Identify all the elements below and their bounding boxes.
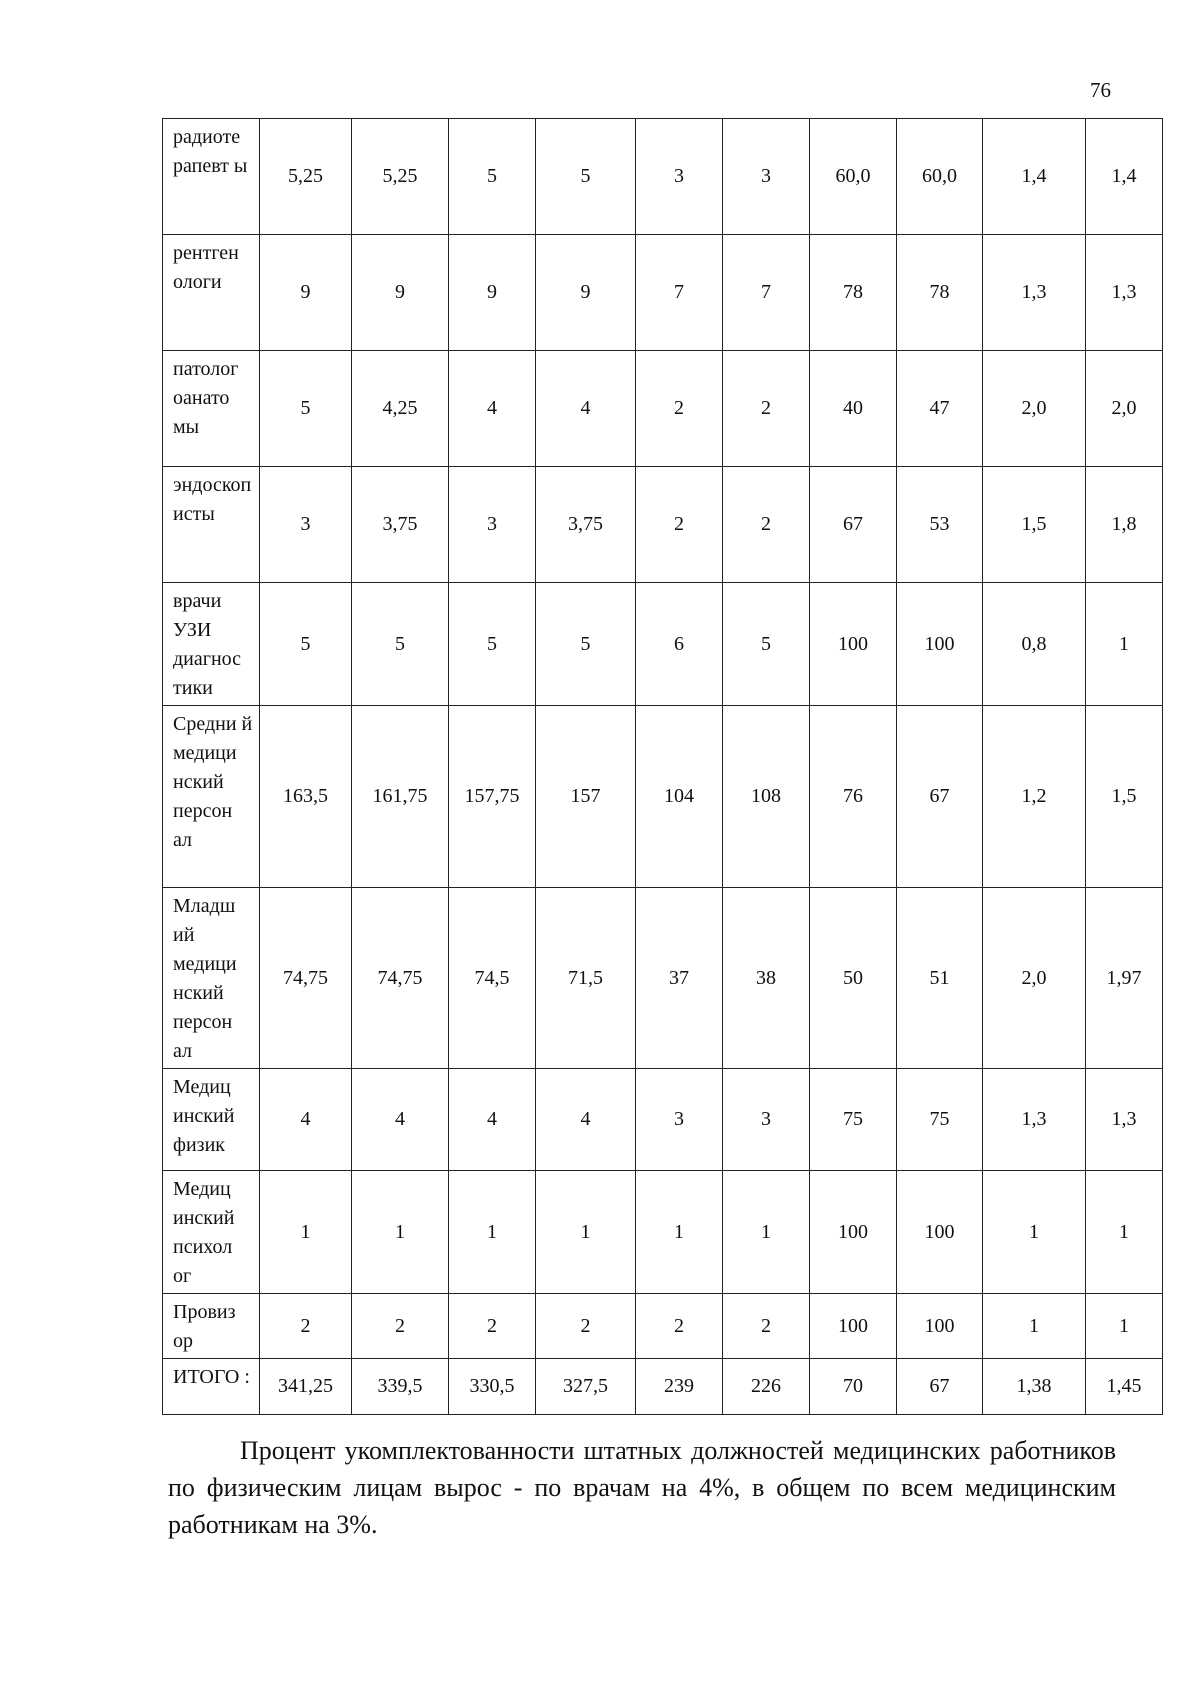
table-cell: 1,5 — [983, 467, 1086, 583]
table-cell: 1 — [1086, 583, 1163, 706]
table-cell: 5,25 — [260, 119, 352, 235]
table-cell: 1,4 — [983, 119, 1086, 235]
table-cell: 40 — [810, 351, 897, 467]
table-cell: 161,75 — [352, 706, 449, 888]
table-cell: 4 — [449, 1069, 536, 1171]
row-label: Медиц инский психол ог — [163, 1171, 260, 1294]
table-cell: 5 — [536, 119, 636, 235]
table-cell: 60,0 — [810, 119, 897, 235]
table-cell: 60,0 — [897, 119, 983, 235]
table-cell: 2,0 — [983, 888, 1086, 1069]
row-label: Младш ий медици нский персон ал — [163, 888, 260, 1069]
table-cell: 1,3 — [983, 235, 1086, 351]
table-cell: 3,75 — [536, 467, 636, 583]
table-cell: 2 — [636, 351, 723, 467]
table-cell: 2,0 — [1086, 351, 1163, 467]
table-cell: 1,8 — [1086, 467, 1163, 583]
table-cell: 2 — [260, 1294, 352, 1359]
table-cell: 4,25 — [352, 351, 449, 467]
table-cell: 2 — [536, 1294, 636, 1359]
table-cell: 9 — [260, 235, 352, 351]
table-cell: 239 — [636, 1359, 723, 1415]
table-cell: 100 — [897, 1171, 983, 1294]
table-cell: 37 — [636, 888, 723, 1069]
table-row — [163, 583, 1163, 706]
table-cell: 0,8 — [983, 583, 1086, 706]
table-cell: 1 — [1086, 1171, 1163, 1294]
table-cell: 76 — [810, 706, 897, 888]
table-cell: 7 — [723, 235, 810, 351]
table-cell: 1 — [536, 1171, 636, 1294]
table-cell: 70 — [810, 1359, 897, 1415]
table-cell: 74,5 — [449, 888, 536, 1069]
table-row — [163, 888, 1163, 1069]
summary-text: Процент укомплектованности штатных должностей медицинских работников по физическим лицам вырос - по врачам на 4%, в общем по всем медицинским работникам на 3%. — [168, 1436, 1116, 1539]
table-cell: 2 — [636, 467, 723, 583]
table-cell: 5 — [260, 351, 352, 467]
table-row — [163, 1069, 1163, 1171]
table-row — [163, 467, 1163, 583]
table-cell: 6 — [636, 583, 723, 706]
table-cell: 7 — [636, 235, 723, 351]
table-cell: 75 — [897, 1069, 983, 1171]
staffing-table — [162, 118, 1163, 1415]
table-cell: 2 — [636, 1294, 723, 1359]
table-cell: 9 — [352, 235, 449, 351]
summary-paragraph — [168, 1432, 1116, 1543]
table-cell: 2,0 — [983, 351, 1086, 467]
table-cell: 3 — [636, 119, 723, 235]
table-cell: 47 — [897, 351, 983, 467]
table-cell: 226 — [723, 1359, 810, 1415]
table-cell: 74,75 — [352, 888, 449, 1069]
table-cell: 67 — [810, 467, 897, 583]
table-cell: 327,5 — [536, 1359, 636, 1415]
row-label: врачи УЗИ диагнос тики — [163, 583, 260, 706]
table-cell: 5 — [449, 583, 536, 706]
table-cell: 4 — [449, 351, 536, 467]
table-cell: 3 — [723, 119, 810, 235]
row-label: рентген ологи — [163, 235, 260, 351]
table-cell: 5 — [536, 583, 636, 706]
table-cell: 9 — [536, 235, 636, 351]
row-label: эндоскописты — [163, 467, 260, 583]
row-label: Провиз ор — [163, 1294, 260, 1359]
table-cell: 5 — [449, 119, 536, 235]
table-cell: 5,25 — [352, 119, 449, 235]
table-cell: 1,2 — [983, 706, 1086, 888]
table-cell: 3 — [449, 467, 536, 583]
table-cell: 2 — [723, 351, 810, 467]
table-cell: 163,5 — [260, 706, 352, 888]
table-cell: 1,3 — [983, 1069, 1086, 1171]
table-cell: 1 — [723, 1171, 810, 1294]
table-cell: 104 — [636, 706, 723, 888]
table-cell: 1,5 — [1086, 706, 1163, 888]
table-cell: 5 — [260, 583, 352, 706]
table-cell: 330,5 — [449, 1359, 536, 1415]
table-cell: 1 — [636, 1171, 723, 1294]
table-cell: 74,75 — [260, 888, 352, 1069]
table-cell: 1 — [352, 1171, 449, 1294]
table-row — [163, 235, 1163, 351]
table-cell: 51 — [897, 888, 983, 1069]
row-label: радиоте рапевт ы — [163, 119, 260, 235]
table-cell: 100 — [897, 583, 983, 706]
row-label: ИТОГО : — [163, 1359, 260, 1415]
table-cell: 67 — [897, 706, 983, 888]
table-cell: 78 — [810, 235, 897, 351]
table-cell: 71,5 — [536, 888, 636, 1069]
table-cell: 5 — [352, 583, 449, 706]
table-cell: 1 — [260, 1171, 352, 1294]
table-row — [163, 351, 1163, 467]
table-cell: 4 — [536, 1069, 636, 1171]
table-cell: 3,75 — [352, 467, 449, 583]
table-cell: 1,4 — [1086, 119, 1163, 235]
table-cell: 3 — [260, 467, 352, 583]
table-cell: 1,3 — [1086, 1069, 1163, 1171]
table-cell: 3 — [636, 1069, 723, 1171]
table-cell: 2 — [449, 1294, 536, 1359]
table-cell: 1,45 — [1086, 1359, 1163, 1415]
table-cell: 157 — [536, 706, 636, 888]
table-cell: 157,75 — [449, 706, 536, 888]
row-label: Средни й медици нский персон ал — [163, 706, 260, 888]
row-label: Медиц инский физик — [163, 1069, 260, 1171]
table-cell: 100 — [810, 1294, 897, 1359]
table-cell: 4 — [260, 1069, 352, 1171]
table-cell: 9 — [449, 235, 536, 351]
table-cell: 38 — [723, 888, 810, 1069]
table-cell: 4 — [352, 1069, 449, 1171]
table-cell: 100 — [810, 1171, 897, 1294]
table-cell: 1 — [983, 1294, 1086, 1359]
table-cell: 100 — [897, 1294, 983, 1359]
page-number: 76 — [1090, 78, 1111, 102]
table-cell: 2 — [723, 467, 810, 583]
table-cell: 50 — [810, 888, 897, 1069]
table-cell: 1,97 — [1086, 888, 1163, 1069]
table-row — [163, 119, 1163, 235]
table-row — [163, 1294, 1163, 1359]
table-cell: 1,38 — [983, 1359, 1086, 1415]
table-cell: 339,5 — [352, 1359, 449, 1415]
table-cell: 53 — [897, 467, 983, 583]
table-cell: 78 — [897, 235, 983, 351]
table-cell: 1 — [983, 1171, 1086, 1294]
table-cell: 1 — [449, 1171, 536, 1294]
row-label: патолог оанато мы — [163, 351, 260, 467]
table-cell: 4 — [536, 351, 636, 467]
table-row — [163, 706, 1163, 888]
table-cell: 2 — [723, 1294, 810, 1359]
table-cell: 100 — [810, 583, 897, 706]
table-cell: 1,3 — [1086, 235, 1163, 351]
table-cell: 3 — [723, 1069, 810, 1171]
table-cell: 108 — [723, 706, 810, 888]
table-cell: 5 — [723, 583, 810, 706]
table-cell: 1 — [1086, 1294, 1163, 1359]
table-row — [163, 1359, 1163, 1415]
table-cell: 67 — [897, 1359, 983, 1415]
table-row — [163, 1171, 1163, 1294]
table-cell: 75 — [810, 1069, 897, 1171]
table-cell: 2 — [352, 1294, 449, 1359]
table-cell: 341,25 — [260, 1359, 352, 1415]
